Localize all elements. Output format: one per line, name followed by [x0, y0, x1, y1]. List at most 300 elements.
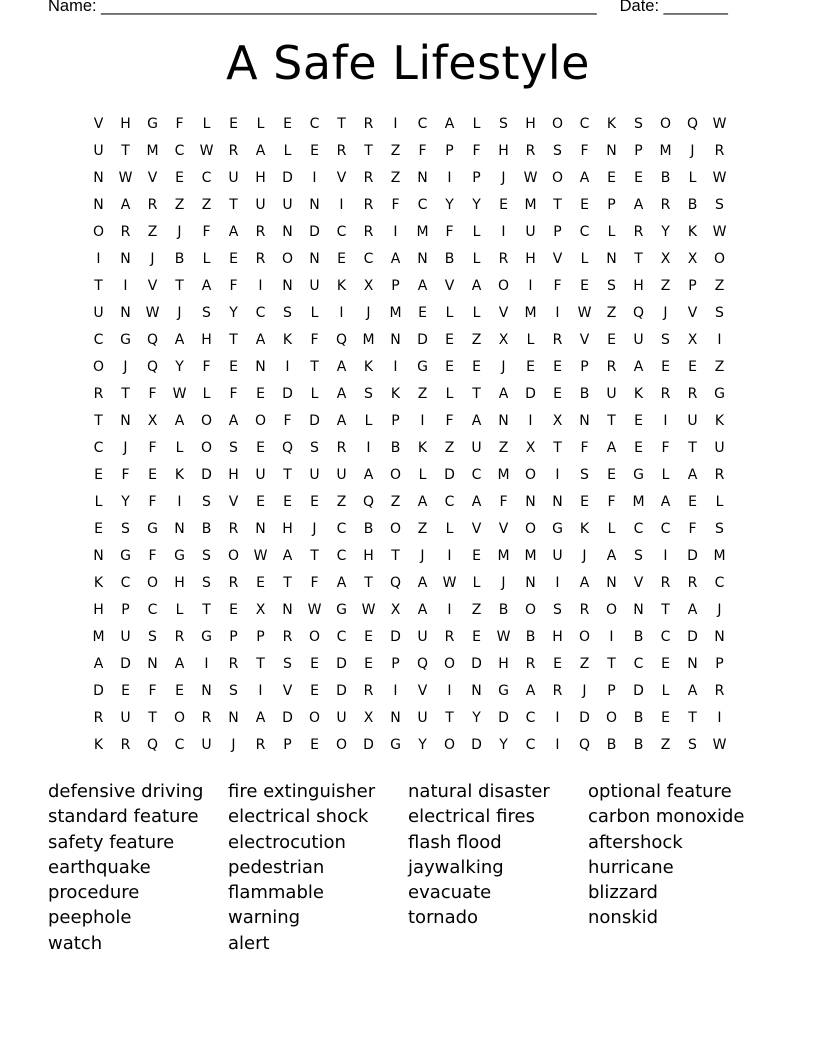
grid-letter: D [120, 656, 131, 672]
grid-letter: K [633, 386, 644, 402]
grid-letter: I [312, 170, 317, 186]
grid-letter: I [96, 251, 101, 267]
grid-letter: A [417, 602, 428, 618]
grid-letter: M [146, 143, 159, 159]
grid-letter: U [93, 143, 104, 159]
grid-letter: C [525, 710, 536, 726]
word-item: optional feature [588, 781, 732, 802]
grid-letter: O [524, 467, 537, 483]
grid-letter: E [418, 305, 427, 321]
grid-letter: D [417, 332, 428, 348]
grid-letter: N [390, 332, 401, 348]
grid-letter: C [660, 521, 671, 537]
grid-letter: N [606, 143, 617, 159]
grid-letter: G [147, 521, 158, 537]
grid-letter: N [525, 494, 536, 510]
grid-letter: L [472, 305, 481, 321]
grid-letter: F [202, 224, 211, 240]
grid-letter: Z [390, 143, 401, 159]
grid-letter: F [229, 278, 238, 294]
grid-letter: A [660, 494, 671, 510]
grid-letter: M [497, 548, 510, 564]
grid-letter: R [687, 386, 698, 402]
grid-letter: V [471, 521, 482, 537]
grid-letter: J [123, 359, 128, 375]
grid-letter: R [579, 602, 590, 618]
grid-letter: N [687, 656, 698, 672]
word-item: safety feature [48, 831, 175, 853]
grid-letter: N [282, 278, 293, 294]
grid-letter: Y [499, 737, 508, 753]
grid-row [85, 138, 733, 165]
grid-letter: A [282, 548, 293, 564]
grid-letter: R [687, 575, 698, 591]
grid-letter: D [93, 683, 104, 699]
grid-letter: E [661, 656, 670, 672]
grid-letter: O [524, 602, 537, 618]
grid-letter: A [606, 548, 617, 564]
grid-letter: B [579, 386, 590, 402]
grid-row [85, 408, 733, 435]
grid-letter: A [255, 710, 266, 726]
grid-letter: V [93, 116, 104, 132]
grid-letter: I [447, 683, 452, 699]
grid-letter: H [525, 116, 536, 132]
word-item: aftershock [588, 831, 683, 853]
word-column [588, 779, 768, 956]
grid-letter: S [202, 575, 211, 591]
grid-letter: L [94, 494, 103, 510]
grid-letter: R [282, 629, 293, 645]
grid-letter: U [552, 548, 563, 564]
grid-letter: W [496, 629, 511, 645]
grid-letter: M [416, 224, 429, 240]
grid-letter: R [255, 251, 266, 267]
grid-letter: X [147, 413, 158, 429]
grid-letter: V [417, 683, 428, 699]
grid-letter: A [363, 467, 374, 483]
grid-letter: K [579, 521, 590, 537]
grid-letter: C [309, 116, 320, 132]
grid-letter: M [389, 305, 402, 321]
grid-letter: L [175, 602, 184, 618]
grid-letter: F [580, 143, 589, 159]
grid-letter: F [148, 683, 157, 699]
grid-letter: W [712, 224, 727, 240]
grid-letter: N [309, 197, 320, 213]
grid-letter: B [498, 602, 509, 618]
grid-letter: I [366, 440, 371, 456]
grid-letter: P [229, 629, 238, 645]
grid-letter: I [555, 305, 560, 321]
grid-letter: D [471, 656, 482, 672]
grid-letter: R [147, 197, 158, 213]
word-item: electrical shock [228, 806, 369, 828]
grid-letter: C [660, 629, 671, 645]
grid-letter: I [447, 170, 452, 186]
grid-letter: G [714, 386, 725, 402]
grid-letter: K [336, 278, 347, 294]
grid-letter: C [363, 251, 374, 267]
grid-letter: W [442, 575, 457, 591]
grid-letter: A [471, 413, 482, 429]
grid-letter: J [582, 683, 587, 699]
grid-letter: R [228, 575, 239, 591]
grid-letter: R [660, 386, 671, 402]
grid-letter: S [202, 494, 211, 510]
grid-letter: E [472, 629, 481, 645]
grid-letter: M [362, 332, 375, 348]
grid-letter: T [688, 440, 697, 456]
grid-letter: F [688, 521, 697, 537]
grid-letter: F [283, 413, 292, 429]
grid-letter: E [148, 467, 157, 483]
grid-letter: C [714, 575, 725, 591]
grid-letter: F [175, 116, 184, 132]
word-item: hurricane [588, 856, 674, 878]
grid-letter: C [471, 467, 482, 483]
grid-letter: C [417, 116, 428, 132]
grid-letter: N [93, 170, 104, 186]
grid-letter: I [528, 413, 533, 429]
grid-letter: J [582, 548, 587, 564]
grid-letter: V [579, 332, 590, 348]
grid-letter: P [607, 683, 616, 699]
grid-letter: I [177, 494, 182, 510]
grid-row [85, 165, 733, 192]
grid-letter: O [308, 710, 321, 726]
grid-letter: O [443, 656, 456, 672]
grid-letter: R [714, 467, 725, 483]
grid-letter: X [363, 710, 374, 726]
grid-letter: Z [336, 494, 347, 510]
grid-letter: R [552, 683, 563, 699]
grid-letter: T [310, 359, 319, 375]
grid-letter: T [121, 143, 130, 159]
grid-letter: E [445, 359, 454, 375]
grid-letter: Z [444, 440, 455, 456]
grid-row [85, 597, 733, 624]
grid-letter: G [336, 602, 347, 618]
grid-letter: A [579, 170, 590, 186]
word-item: defensive driving [48, 781, 204, 802]
grid-letter: A [471, 278, 482, 294]
grid-row [85, 705, 733, 732]
grid-letter: H [363, 548, 374, 564]
grid-letter: H [498, 656, 509, 672]
grid-row [85, 516, 733, 543]
grid-letter: M [524, 548, 537, 564]
grid-letter: N [417, 251, 428, 267]
grid-letter: T [175, 278, 184, 294]
grid-letter: S [715, 521, 724, 537]
grid-letter: H [525, 251, 536, 267]
grid-letter: S [634, 548, 643, 564]
grid-letter: S [499, 116, 508, 132]
grid-letter: I [555, 710, 560, 726]
grid-letter: J [501, 575, 506, 591]
grid-letter: S [715, 305, 724, 321]
grid-letter: I [501, 224, 506, 240]
grid-letter: S [607, 278, 616, 294]
word-item: standard feature [48, 806, 199, 828]
grid-letter: K [687, 224, 698, 240]
grid-letter: N [201, 683, 212, 699]
grid-letter: W [199, 143, 214, 159]
grid-letter: F [229, 386, 238, 402]
grid-letter: I [258, 683, 263, 699]
grid-letter: X [552, 413, 563, 429]
grid-letter: L [472, 251, 481, 267]
grid-letter: Z [714, 278, 725, 294]
grid-letter: S [310, 440, 319, 456]
grid-letter: S [553, 602, 562, 618]
grid-letter: T [229, 332, 238, 348]
grid-letter: Z [660, 737, 671, 753]
grid-letter: X [390, 602, 401, 618]
grid-letter: T [364, 575, 373, 591]
grid-letter: A [255, 332, 266, 348]
grid-letter: C [336, 629, 347, 645]
grid-letter: E [580, 278, 589, 294]
grid-letter: Y [661, 224, 670, 240]
grid-letter: U [633, 332, 644, 348]
page-title: A Safe Lifestyle [226, 36, 590, 90]
grid-letter: H [498, 143, 509, 159]
grid-letter: F [202, 359, 211, 375]
grid-letter: N [120, 305, 131, 321]
grid-letter: V [498, 305, 509, 321]
grid-letter: I [555, 575, 560, 591]
grid-letter: R [336, 143, 347, 159]
grid-letter: Q [281, 440, 294, 456]
grid-letter: E [553, 656, 562, 672]
grid-letter: E [256, 575, 265, 591]
grid-letter: A [174, 332, 185, 348]
grid-letter: A [633, 197, 644, 213]
grid-letter: W [523, 170, 538, 186]
grid-letter: C [633, 521, 644, 537]
grid-letter: U [93, 305, 104, 321]
grid-letter: M [524, 305, 537, 321]
grid-letter: D [282, 170, 293, 186]
grid-letter: U [714, 440, 725, 456]
grid-letter: L [715, 494, 724, 510]
grid-letter: A [228, 224, 239, 240]
grid-letter: B [525, 629, 536, 645]
grid-letter: Z [498, 440, 509, 456]
grid-letter: R [363, 116, 374, 132]
grid-letter: K [282, 332, 293, 348]
grid-letter: T [121, 386, 130, 402]
grid-letter: A [579, 575, 590, 591]
grid-letter: T [472, 386, 481, 402]
grid-letter: O [551, 170, 564, 186]
grid-letter: D [201, 467, 212, 483]
grid-letter: B [687, 197, 698, 213]
grid-letter: A [471, 494, 482, 510]
grid-letter: B [660, 170, 671, 186]
grid-letter: E [310, 737, 319, 753]
word-item: blizzard [588, 882, 658, 904]
grid-letter: N [93, 197, 104, 213]
grid-letter: W [253, 548, 268, 564]
grid-letter: O [200, 440, 213, 456]
grid-letter: H [201, 332, 212, 348]
grid-letter: Q [362, 494, 375, 510]
grid-letter: Z [660, 278, 671, 294]
grid-letter: T [94, 413, 103, 429]
grid-letter: D [498, 710, 509, 726]
grid-letter: L [445, 521, 454, 537]
grid-letter: Q [578, 737, 591, 753]
word-item: electrical fires [408, 806, 535, 828]
word-bank [48, 779, 768, 956]
grid-letter: F [499, 494, 508, 510]
grid-letter: I [717, 332, 722, 348]
grid-letter: U [687, 413, 698, 429]
grid-letter: D [390, 629, 401, 645]
grid-letter: N [228, 710, 239, 726]
grid-letter: A [498, 386, 509, 402]
grid-row [85, 732, 733, 759]
grid-letter: N [579, 413, 590, 429]
grid-letter: H [255, 170, 266, 186]
grid-letter: J [231, 737, 236, 753]
grid-letter: E [634, 170, 643, 186]
letter-grid [85, 111, 733, 759]
grid-letter: E [580, 197, 589, 213]
grid-letter: F [148, 548, 157, 564]
grid-letter: M [632, 494, 645, 510]
grid-letter: U [336, 710, 347, 726]
grid-letter: I [285, 359, 290, 375]
grid-letter: H [552, 629, 563, 645]
grid-row [85, 246, 733, 273]
grid-letter: O [524, 521, 537, 537]
grid-letter: X [363, 278, 374, 294]
grid-letter: N [120, 413, 131, 429]
grid-letter: Z [174, 197, 185, 213]
grid-letter: L [526, 332, 535, 348]
grid-letter: Z [390, 170, 401, 186]
grid-letter: E [688, 359, 697, 375]
grid-letter: T [607, 656, 616, 672]
grid-letter: L [607, 521, 616, 537]
grid-letter: L [472, 575, 481, 591]
grid-letter: Y [121, 494, 130, 510]
grid-letter: P [391, 413, 400, 429]
grid-letter: P [715, 656, 724, 672]
grid-letter: A [606, 440, 617, 456]
grid-letter: N [309, 251, 320, 267]
grid-letter: F [661, 440, 670, 456]
grid-letter: R [174, 629, 185, 645]
grid-row [85, 111, 733, 138]
grid-letter: E [580, 494, 589, 510]
grid-letter: B [201, 521, 212, 537]
grid-letter: N [633, 602, 644, 618]
grid-letter: K [417, 440, 428, 456]
grid-row [85, 327, 733, 354]
word-item: flammable [228, 882, 324, 904]
grid-letter: S [688, 737, 697, 753]
grid-letter: Z [471, 332, 482, 348]
grid-letter: S [661, 332, 670, 348]
grid-letter: J [501, 359, 506, 375]
grid-letter: A [417, 575, 428, 591]
grid-letter: D [336, 656, 347, 672]
word-item: jaywalking [408, 856, 504, 878]
grid-letter: I [555, 467, 560, 483]
grid-row [85, 354, 733, 381]
grid-letter: U [201, 737, 212, 753]
grid-letter: D [633, 683, 644, 699]
grid-letter: J [663, 305, 668, 321]
grid-letter: I [204, 656, 209, 672]
grid-letter: T [202, 602, 211, 618]
grid-letter: N [714, 629, 725, 645]
grid-letter: O [92, 359, 105, 375]
grid-letter: K [714, 413, 725, 429]
word-item: flash flood [408, 831, 502, 853]
grid-letter: I [393, 359, 398, 375]
grid-letter: G [120, 548, 131, 564]
grid-letter: V [552, 251, 563, 267]
grid-letter: S [229, 440, 238, 456]
grid-letter: R [201, 710, 212, 726]
grid-letter: C [633, 656, 644, 672]
grid-letter: E [661, 359, 670, 375]
grid-letter: G [417, 359, 428, 375]
grid-letter: K [363, 359, 374, 375]
grid-letter: O [173, 710, 186, 726]
grid-letter: W [577, 305, 592, 321]
grid-letter: Q [146, 737, 159, 753]
grid-letter: B [390, 440, 401, 456]
grid-letter: E [229, 359, 238, 375]
grid-letter: A [174, 413, 185, 429]
grid-letter: T [607, 413, 616, 429]
grid-letter: I [609, 629, 614, 645]
grid-letter: I [123, 278, 128, 294]
grid-letter: V [147, 278, 158, 294]
word-item: pedestrian [228, 856, 325, 878]
grid-letter: O [335, 737, 348, 753]
grid-letter: G [633, 467, 644, 483]
grid-letter: T [148, 710, 157, 726]
grid-letter: A [390, 251, 401, 267]
grid-letter: J [312, 521, 317, 537]
grid-letter: X [255, 602, 266, 618]
grid-letter: M [524, 197, 537, 213]
grid-letter: L [310, 386, 319, 402]
grid-letter: I [663, 548, 668, 564]
grid-letter: U [471, 440, 482, 456]
grid-letter: S [229, 683, 238, 699]
grid-letter: B [174, 251, 185, 267]
grid-row [85, 462, 733, 489]
grid-letter: T [445, 710, 454, 726]
grid-letter: A [201, 278, 212, 294]
grid-letter: J [420, 548, 425, 564]
grid-letter: I [393, 683, 398, 699]
grid-letter: E [121, 683, 130, 699]
grid-letter: A [336, 575, 347, 591]
grid-letter: T [229, 197, 238, 213]
grid-letter: Y [418, 737, 427, 753]
grid-letter: T [391, 548, 400, 564]
